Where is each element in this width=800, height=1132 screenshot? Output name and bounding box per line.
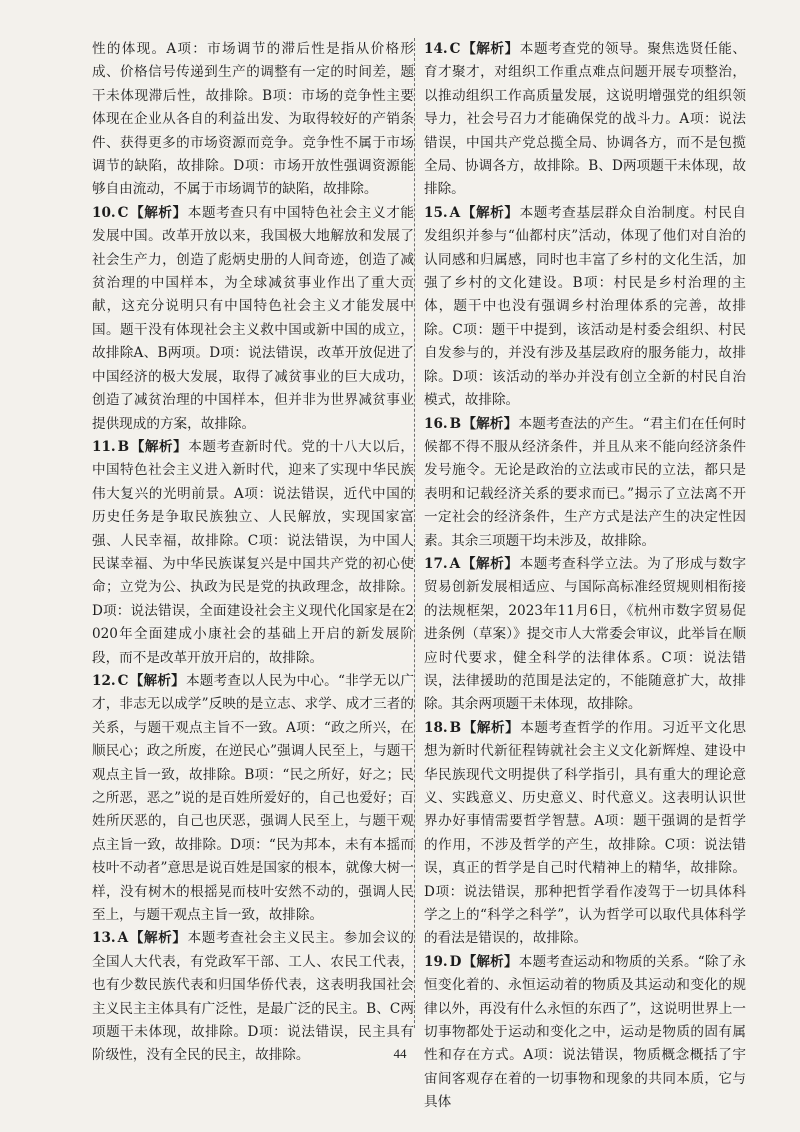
column-divider — [414, 38, 415, 1028]
item-number: 19. — [424, 953, 448, 970]
item-answer: A — [117, 930, 129, 947]
left-column — [92, 38, 414, 1068]
item-text: 本题考查以人民为中心。“非学无以广才，非志无以成学”反映的是立志、求学、成才三者的关系，与题干观点主旨不一致。A项：“政之所兴，在顺民心；政之所废，在逆民心”强调人民至上，与题干观点主旨一致，故排除。B项：“民之所好，好之；民之所恶，恶之”说的是百姓所爱好的，自己也爱好；百姓所厌恶的，自己也厌恶，强调人民至上，与题干观点主旨一致，故排除。D项：“民为邦本，未有本摇而枝叶不动者”意思是说百姓是国家的根本，就像大树一样，没有树木的根摇晃而枝叶安然不动的，强调人民至上，与题干观点主旨一致，故排除。 — [92, 672, 415, 924]
item-number: 17. — [424, 555, 448, 572]
answer-item-15 — [424, 202, 746, 413]
answer-item-19 — [424, 951, 746, 1115]
item-answer: C — [117, 672, 129, 689]
answer-item-11 — [92, 436, 414, 670]
item-number: 10. — [92, 204, 116, 221]
answer-item-14 — [424, 38, 746, 202]
item-number: 16. — [424, 415, 448, 432]
item-number: 18. — [424, 719, 448, 736]
continuation-text: 性的体现。A项：市场调节的滞后性是指从价格形成、价格信号传递到生产的调整有一定的时间差，题干未体现滞后性，故排除。B项：市场的竞争性主要体现在企业从各自的利益出发、为取得较好的产销条件、获得更多的市场资源而竞争。竞争性不属于市场调节的缺陷，故排除。D项：市场开放性强调资源能够自由流动，不属于市场调节的缺陷，故排除。 — [92, 41, 414, 198]
item-number: 12. — [92, 672, 116, 689]
item-tag: 【解析】 — [461, 204, 519, 221]
item-tag: 【解析】 — [129, 672, 185, 689]
page-number: 44 — [393, 1046, 407, 1061]
item-text: 本题考查党的领导。聚焦选贤任能、育才聚才，对组织工作重点难点问题开展专项整治，以推动组织工作高质量发展，这说明增强党的组织领导力，社会号召力才能确保党的战斗力。A项：说法错误，中国共产党总揽全局、协调各方，而不是包揽全局、协调各方，故排除。B、D两项题干未体现，故排除。 — [424, 41, 747, 198]
item-number: 11. — [92, 438, 116, 455]
item-tag: 【解析】 — [462, 953, 518, 970]
answer-item-16 — [424, 413, 746, 553]
item-text: 本题考查法的产生。“君主们在任何时候都不得不服从经济条件，并且从来不能向经济条件发号施令。无论是政治的立法或市民的立法，都只是表明和记载经济关系的要求而已。”揭示了立法离不开一定社会的经济条件，生产方式是法产生的决定性因素。其余三项题干均未涉及，故排除。 — [424, 415, 747, 549]
item-text: 本题考查科学立法。为了形成与数字贸易创新发展相适应、与国际高标准经贸规则相衔接的法规框架，2023年11月6日，《杭州市数字贸易促进条例（草案）》提交市人大常委会审议，此举旨在顺应时代要求，健全科学的法律体系。C项：说法错误，法律援助的范围是法定的，不能随意扩大，故排除。其余两项题干未体现，故排除。 — [424, 555, 747, 713]
answer-item-12 — [92, 670, 414, 927]
item-tag: 【解析】 — [129, 930, 187, 947]
item-answer: D — [449, 953, 462, 970]
item-answer: B — [449, 719, 462, 736]
item-text: 本题考查只有中国特色社会主义才能发展中国。改革开放以来，我国极大地解放和发展了社会生产力，创造了彪炳史册的人间奇迹，创造了减贫治理的中国样本，为全球减贫事业作出了重大贡献，这充分说明只有中国特色社会主义才能发展中国。题干没有体现社会主义救中国或新中国的成立，故排除A、B两项。D项：说法错误，改革开放促进了中国经济的极大发展，取得了减贫事业的巨大成功，创造了减贫治理的中国样本，但并非为世界减贫事业提供现成的方案，故排除。 — [92, 204, 415, 432]
item-answer: C — [449, 41, 461, 57]
answer-item-18 — [424, 717, 746, 951]
item-tag: 【解析】 — [462, 415, 518, 432]
item-number: 13. — [92, 930, 116, 947]
item-number: 14. — [424, 41, 448, 57]
item-text: 本题考查新时代。党的十八大以后，中国特色社会主义进入新时代，迎来了实现中华民族伟大复兴的光明前景。A项：说法错误，近代中国的历史任务是争取民族独立、人民解放，实现国家富强、人民幸福，故排除。C项：说法错误，为中国人民谋幸福、为中华民族谋复兴是中国共产党的初心使命；立党为公、执政为民是党的执政理念，故排除。D项：说法错误，全面建设社会主义现代化国家是在2020年全面建成小康社会的基础上开启的新发展阶段，而不是改革开放开启的，故排除。 — [92, 438, 415, 666]
item-answer: C — [117, 204, 129, 221]
right-column — [424, 38, 746, 1115]
continuation-paragraph — [92, 38, 414, 202]
item-text: 本题考查运动和物质的关系。“除了永恒变化着的、永恒运动着的物质及其运动和变化的规律以外，再没有什么永恒的东西了”，这说明世界上一切事物都处于运动和变化之中，运动是物质的固有属性和存在方式。A项：说法错误，物质概念概括了宇宙间客观存在着的一切事物和现象的共同本质，它与具体 — [424, 953, 747, 1111]
item-tag: 【解析】 — [130, 438, 188, 455]
item-number: 15. — [424, 204, 448, 221]
item-tag: 【解析】 — [129, 204, 187, 221]
item-answer: A — [449, 204, 461, 221]
item-answer: B — [449, 415, 462, 432]
answer-item-10 — [92, 202, 414, 436]
item-tag: 【解析】 — [462, 719, 520, 736]
item-text: 本题考查基层群众自治制度。村民自发组织并参与“仙都村庆”活动，体现了他们对自治的认同感和归属感，同时也丰富了乡村的文化生活，加强了乡村的文化建设。B项：村民是乡村治理的主体，题干中也没有强调乡村治理体系的完善，故排除。C项：题干中提到，该活动是村委会组织、村民自发参与的，并没有涉及基层政府的服务能力，故排除。D项：该活动的举办并没有创立全新的村民自治模式，故排除。 — [424, 204, 747, 409]
item-answer: B — [117, 438, 130, 455]
item-text: 本题考查社会主义民主。参加会议的全国人大代表，有党政军干部、工人、农民工代表，也有少数民族代表和归国华侨代表，这表明我国社会主义民主主体具有广泛性，是最广泛的民主。B、C两项题干未体现，故排除。D项：说法错误，民主具有阶级性，没有全民的民主，故排除。 — [92, 930, 415, 1064]
answer-item-17 — [424, 553, 746, 717]
item-tag: 【解析】 — [461, 555, 519, 572]
item-answer: A — [449, 555, 461, 572]
item-tag: 【解析】 — [461, 41, 519, 57]
item-text: 本题考查哲学的作用。习近平文化思想为新时代新征程铸就社会主义文化新辉煌、建设中华民族现代文明提供了科学指引，具有重大的理论意义、实践意义、历史意义、时代意义。这表明认识世界办好事情需要哲学智慧。A项：题干强调的是哲学的作用，不涉及哲学的产生，故排除。C项：说法错误，真正的哲学是自己时代精神上的精华，故排除。D项：说法错误，那种把哲学看作凌驾于一切具体科学之上的“科学之科学”，认为哲学可以取代具体科学的看法是错误的，故排除。 — [424, 719, 747, 947]
